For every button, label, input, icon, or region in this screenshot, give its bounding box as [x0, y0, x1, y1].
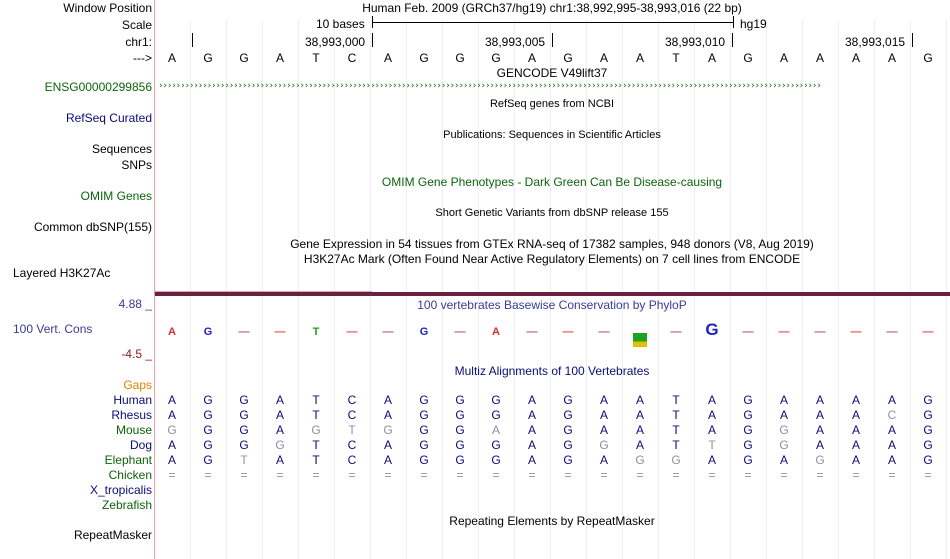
reference-base: A — [167, 51, 176, 65]
conservation-base: G — [705, 320, 719, 339]
aligned-base: T — [312, 453, 320, 467]
grid-line — [946, 20, 947, 559]
reference-base: A — [383, 51, 392, 65]
aligned-base: A — [887, 453, 896, 467]
aligned-base: G — [491, 393, 501, 407]
reference-base: T — [672, 51, 680, 65]
aligned-base: G — [923, 453, 933, 467]
aligned-base: G — [311, 423, 321, 437]
aligned-base: G — [203, 453, 213, 467]
reference-base: A — [635, 51, 644, 65]
refseq-curated-label[interactable]: RefSeq Curated — [65, 111, 152, 125]
repeatmasker-track-title[interactable]: Repeating Elements by RepeatMasker — [449, 514, 655, 528]
conservation-base: — — [346, 326, 358, 338]
omim-genes-label[interactable]: OMIM Genes — [80, 189, 152, 203]
species-label[interactable]: Human — [113, 393, 152, 407]
ruler-tick — [192, 33, 193, 47]
aligned-base: G — [563, 408, 573, 422]
reference-base: A — [275, 51, 284, 65]
aligned-base: G — [743, 438, 753, 452]
conservation-base: — — [274, 326, 286, 338]
species-label[interactable]: Chicken — [108, 468, 152, 482]
aligned-base: A — [383, 453, 392, 467]
aligned-base: A — [383, 393, 392, 407]
scale-bar — [372, 22, 733, 23]
aligned-base: G — [491, 408, 501, 422]
grid-line — [370, 20, 371, 559]
scale-right-tick — [733, 16, 734, 28]
gencode-track-title[interactable]: GENCODE V49lift37 — [496, 66, 608, 80]
aligned-base: = — [492, 468, 500, 482]
aligned-base: A — [167, 393, 176, 407]
reference-base: C — [347, 51, 357, 65]
aligned-base: A — [851, 393, 860, 407]
aligned-base: = — [636, 468, 644, 482]
aligned-base: G — [563, 438, 573, 452]
grid-line — [190, 20, 191, 559]
aligned-base: G — [923, 408, 933, 422]
aligned-base: G — [923, 438, 933, 452]
db-label: hg19 — [740, 17, 767, 31]
aligned-base: = — [456, 468, 464, 482]
aligned-base: A — [779, 453, 788, 467]
conservation-track-title[interactable]: 100 vertebrates Basewise Conservation by PhyloP — [417, 298, 687, 312]
repeatmasker-label[interactable]: RepeatMasker — [73, 528, 152, 542]
aligned-base: = — [276, 468, 284, 482]
aligned-base: G — [203, 438, 213, 452]
aligned-base: = — [420, 468, 428, 482]
aligned-base: T — [708, 438, 716, 452]
aligned-base: A — [527, 453, 536, 467]
reference-base: A — [707, 51, 716, 65]
conservation-max-label: 4.88 _ — [118, 297, 152, 311]
aligned-base: A — [815, 423, 824, 437]
aligned-base: A — [707, 408, 716, 422]
grid-line — [226, 20, 227, 559]
aligned-base: G — [239, 408, 249, 422]
aligned-base: A — [527, 408, 536, 422]
omim-track-title[interactable]: OMIM Gene Phenotypes - Dark Green Can Be Disease-causing — [381, 175, 723, 189]
aligned-base: C — [347, 453, 357, 467]
sequences-label[interactable]: Sequences — [91, 142, 152, 156]
assembly-position-text: Human Feb. 2009 (GRCh37/hg19) chr1:38,992,995-38,993,016 (22 bp) — [362, 1, 742, 15]
grid-line — [442, 20, 443, 559]
reference-base: A — [599, 51, 608, 65]
conservation-base — [633, 333, 647, 347]
aligned-base: G — [455, 408, 465, 422]
aligned-base: = — [816, 468, 824, 482]
ruler-tick — [912, 33, 913, 47]
pos-tick-label: 38,993,010 — [665, 35, 726, 49]
aligned-base: G — [815, 453, 825, 467]
species-label[interactable]: Rhesus — [111, 408, 152, 422]
aligned-base: G — [419, 438, 429, 452]
grid-line — [838, 20, 839, 559]
reference-base: A — [887, 51, 896, 65]
aligned-base: T — [672, 408, 680, 422]
conservation-base: A — [168, 326, 176, 338]
reference-base: G — [923, 51, 933, 65]
conservation-base: — — [562, 326, 574, 338]
species-label[interactable]: Elephant — [104, 453, 152, 467]
aligned-base: A — [851, 423, 860, 437]
aligned-base: G — [239, 438, 249, 452]
aligned-base: A — [707, 453, 716, 467]
reference-base: A — [779, 51, 788, 65]
aligned-base: = — [924, 468, 932, 482]
pos-tick-label: 38,993,005 — [485, 35, 546, 49]
aligned-base: G — [779, 438, 789, 452]
grid-line — [874, 20, 875, 559]
chrom-label: chr1: — [125, 35, 152, 49]
aligned-base: = — [384, 468, 392, 482]
aligned-base: C — [887, 408, 897, 422]
aligned-base: = — [528, 468, 536, 482]
aligned-base: A — [167, 438, 176, 452]
aligned-base: G — [455, 453, 465, 467]
multiz-track-title[interactable]: Multiz Alignments of 100 Vertebrates — [454, 364, 650, 378]
conservation-base: — — [598, 326, 610, 338]
grid-line — [334, 20, 335, 559]
aligned-base: = — [564, 468, 572, 482]
conservation-base: T — [312, 326, 320, 338]
conservation-base: — — [886, 326, 898, 338]
aligned-base: A — [815, 438, 824, 452]
aligned-base: G — [455, 438, 465, 452]
grid-line — [766, 20, 767, 559]
aligned-base: A — [779, 393, 788, 407]
aligned-base: G — [923, 423, 933, 437]
aligned-base: G — [239, 393, 249, 407]
species-label[interactable]: Zebrafish — [101, 498, 152, 512]
aligned-base: G — [419, 423, 429, 437]
aligned-base: A — [527, 423, 536, 437]
gene-model-arrows[interactable]: ›››››››››››››››››››››››››››››››››››››››››››››››››››››››››››››››››››››››››››››››››››››››››››››››››››››››››››››››››››››››››››››››››››››››››››››››››››››› — [158, 81, 821, 91]
aligned-base: A — [815, 408, 824, 422]
image-panel-divider — [154, 0, 155, 559]
reference-base: G — [491, 51, 501, 65]
aligned-base: A — [491, 423, 500, 437]
aligned-base: G — [923, 393, 933, 407]
aligned-base: T — [672, 423, 680, 437]
aligned-base: G — [491, 438, 501, 452]
publications-track-title[interactable]: Publications: Sequences in Scientific Articles — [443, 129, 661, 141]
reference-base: G — [743, 51, 753, 65]
grid-line — [730, 20, 731, 559]
conservation-base: — — [526, 326, 538, 338]
aligned-base: G — [383, 423, 393, 437]
gencode-gene-label[interactable]: ENSG00000299856 — [44, 80, 152, 94]
aligned-base: A — [707, 423, 716, 437]
aligned-base: G — [743, 423, 753, 437]
aligned-base: A — [527, 393, 536, 407]
snps-label[interactable]: SNPs — [121, 158, 152, 172]
aligned-base: = — [168, 468, 176, 482]
aligned-base: A — [527, 438, 536, 452]
aligned-base: A — [707, 393, 716, 407]
aligned-base: A — [599, 408, 608, 422]
aligned-base: G — [455, 393, 465, 407]
pos-tick-label: 38,993,015 — [845, 35, 906, 49]
aligned-base: A — [851, 453, 860, 467]
reference-base: T — [312, 51, 320, 65]
scale-bases-text: 10 bases — [316, 17, 365, 31]
aligned-base: A — [887, 423, 896, 437]
aligned-base: G — [455, 423, 465, 437]
aligned-base: G — [743, 393, 753, 407]
grid-line — [298, 20, 299, 559]
reference-base: A — [851, 51, 860, 65]
aligned-base: A — [599, 423, 608, 437]
ruler-tick — [732, 33, 733, 47]
aligned-base: = — [600, 468, 608, 482]
aligned-base: = — [312, 468, 320, 482]
aligned-base: = — [888, 468, 896, 482]
aligned-base: A — [599, 453, 608, 467]
conservation-base: — — [814, 326, 826, 338]
aligned-base: T — [312, 438, 320, 452]
ruler-tick — [372, 33, 373, 47]
reference-base: A — [527, 51, 536, 65]
aligned-base: G — [203, 408, 213, 422]
reference-base: G — [419, 51, 429, 65]
aligned-base: A — [887, 393, 896, 407]
aligned-base: G — [239, 423, 249, 437]
aligned-base: G — [563, 423, 573, 437]
aligned-base: G — [203, 423, 213, 437]
window-position-label: Window Position — [63, 1, 152, 15]
aligned-base: G — [743, 453, 753, 467]
aligned-base: G — [599, 438, 609, 452]
ruler-tick — [552, 33, 553, 47]
aligned-base: = — [672, 468, 680, 482]
conservation-base: G — [419, 326, 429, 338]
reference-base: G — [563, 51, 573, 65]
aligned-base: T — [240, 453, 248, 467]
aligned-base: C — [347, 393, 357, 407]
reference-base: G — [239, 51, 249, 65]
aligned-base: A — [275, 453, 284, 467]
conservation-base: — — [382, 326, 394, 338]
aligned-base: = — [744, 468, 752, 482]
dbsnp-track-title[interactable]: Short Genetic Variants from dbSNP release 155 — [435, 207, 669, 219]
aligned-base: A — [167, 453, 176, 467]
h3k27ac-track-title[interactable]: H3K27Ac Mark (Often Found Near Active Regulatory Elements) on 7 cell lines from ENCODE — [303, 252, 801, 266]
aligned-base: A — [383, 408, 392, 422]
aligned-base: A — [275, 408, 284, 422]
grid-line — [478, 20, 479, 559]
conservation-base: — — [922, 326, 934, 338]
aligned-base: G — [491, 453, 501, 467]
aligned-base: A — [635, 393, 644, 407]
aligned-base: G — [419, 393, 429, 407]
aligned-base: G — [167, 423, 177, 437]
aligned-base: T — [672, 438, 680, 452]
aligned-base: C — [347, 408, 357, 422]
gaps-label: Gaps — [123, 378, 152, 392]
grid-line — [658, 20, 659, 559]
aligned-base: G — [671, 453, 681, 467]
gtex-track-title[interactable]: Gene Expression in 54 tissues from GTEx RNA-seq of 17382 samples, 948 donors (V8, Aug 2019) — [290, 237, 814, 251]
aligned-base: = — [852, 468, 860, 482]
aligned-base: A — [851, 408, 860, 422]
aligned-base: G — [203, 393, 213, 407]
pos-tick-label: 38,993,000 — [305, 35, 366, 49]
strand-arrow-label[interactable]: ---> — [133, 51, 152, 65]
aligned-base: T — [312, 408, 320, 422]
aligned-base: = — [348, 468, 356, 482]
reference-base: G — [455, 51, 465, 65]
aligned-base: A — [167, 408, 176, 422]
grid-line — [406, 20, 407, 559]
aligned-base: T — [672, 393, 680, 407]
aligned-base: A — [275, 393, 284, 407]
aligned-base: = — [204, 468, 212, 482]
aligned-base: A — [815, 393, 824, 407]
aligned-base: A — [599, 393, 608, 407]
aligned-base: C — [347, 438, 357, 452]
aligned-base: T — [312, 393, 320, 407]
aligned-base: T — [348, 423, 356, 437]
aligned-base: A — [887, 438, 896, 452]
reference-base: G — [203, 51, 213, 65]
aligned-base: G — [779, 423, 789, 437]
aligned-base: = — [708, 468, 716, 482]
aligned-base: G — [419, 453, 429, 467]
h3k27ac-label[interactable]: Layered H3K27Ac — [13, 266, 111, 280]
conservation-base: — — [670, 326, 682, 338]
aligned-base: G — [563, 393, 573, 407]
grid-line — [910, 20, 911, 559]
aligned-base: G — [743, 408, 753, 422]
conservation-track-label[interactable]: 100 Vert. Cons — [13, 322, 93, 336]
aligned-base: A — [275, 423, 284, 437]
aligned-base: G — [419, 408, 429, 422]
conservation-base: G — [203, 326, 213, 338]
aligned-base: = — [780, 468, 788, 482]
conservation-base: — — [850, 326, 862, 338]
conservation-base: — — [238, 326, 250, 338]
h3k27ac-signal — [155, 292, 950, 296]
grid-line — [622, 20, 623, 559]
dbsnp-label[interactable]: Common dbSNP(155) — [33, 220, 152, 234]
refseq-track-title[interactable]: RefSeq genes from NCBI — [489, 98, 615, 110]
reference-base: A — [815, 51, 824, 65]
grid-line — [802, 20, 803, 559]
conservation-base: — — [778, 326, 790, 338]
aligned-base: G — [635, 453, 645, 467]
aligned-base: G — [563, 453, 573, 467]
aligned-base: = — [240, 468, 248, 482]
species-label[interactable]: X_tropicalis — [89, 483, 152, 497]
conservation-min-label: -4.5 _ — [121, 347, 152, 361]
scale-label: Scale — [121, 18, 152, 32]
aligned-base: A — [383, 438, 392, 452]
aligned-base: A — [635, 438, 644, 452]
aligned-base: G — [275, 438, 285, 452]
aligned-base: A — [851, 438, 860, 452]
grid-line — [694, 20, 695, 559]
aligned-base: A — [635, 408, 644, 422]
species-label[interactable]: Mouse — [115, 423, 152, 437]
species-label[interactable]: Dog — [129, 438, 152, 452]
conservation-base: — — [742, 326, 754, 338]
conservation-base: A — [492, 326, 500, 338]
grid-line — [262, 20, 263, 559]
aligned-base: A — [779, 408, 788, 422]
aligned-base: A — [635, 423, 644, 437]
conservation-base: — — [454, 326, 466, 338]
